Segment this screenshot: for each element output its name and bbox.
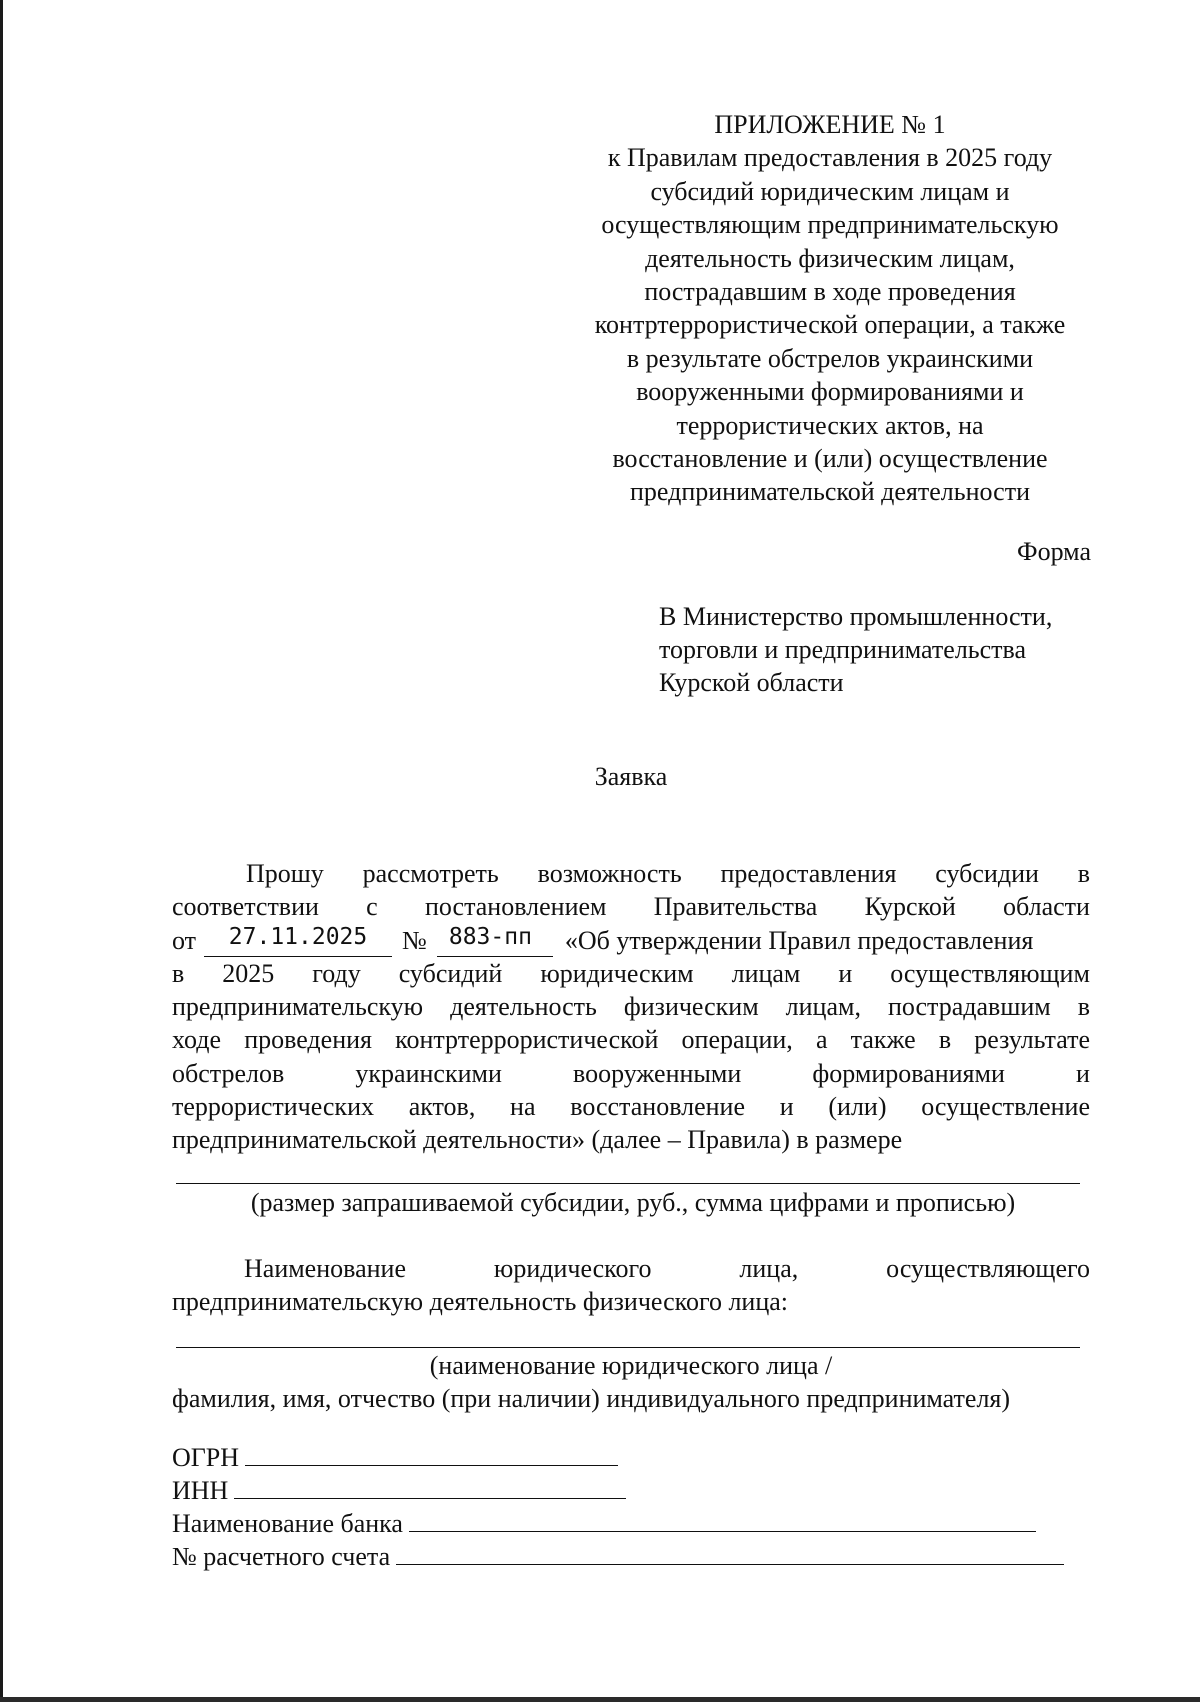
appendix-line: пострадавшим в ходе проведения xyxy=(644,277,1016,307)
applicant-name-caption-2: фамилия, имя, отчество (при наличии) индивидуального предпринимателя) xyxy=(172,1384,1011,1413)
request-line-2 xyxy=(172,890,1090,923)
appendix-line: восстановление и (или) осуществление xyxy=(612,444,1048,474)
word: области xyxy=(1003,892,1090,922)
word: Прошу xyxy=(246,859,324,888)
appendix-line: деятельность физическим лицам, xyxy=(645,243,1015,273)
addressee-line: Курской области xyxy=(659,668,844,697)
appendix-line: вооруженными формированиями и xyxy=(636,377,1024,407)
word: осуществляющим xyxy=(890,958,1090,988)
word: предпринимательскую xyxy=(172,992,424,1022)
appendix-line: террористических актов, на xyxy=(676,410,984,440)
word: лицам, xyxy=(785,992,861,1022)
word: рассмотреть xyxy=(362,859,499,888)
word: украинскими xyxy=(355,1058,502,1088)
word: осуществление xyxy=(921,1092,1090,1122)
word: Наименование xyxy=(244,1254,406,1283)
word: ходе xyxy=(172,1025,222,1055)
request-line-4 xyxy=(172,957,1090,990)
inn-label: ИНН xyxy=(172,1476,229,1505)
word: в xyxy=(938,1025,952,1055)
subsidy-amount-caption: (размер запрашиваемой субсидии, руб., сумма цифрами и прописью) xyxy=(250,1188,1016,1217)
word: актов, xyxy=(408,1092,476,1122)
word: результате xyxy=(974,1025,1090,1055)
word: пострадавшим xyxy=(887,992,1051,1022)
request-line-6 xyxy=(172,1023,1090,1056)
ogrn-blank xyxy=(245,1443,618,1466)
applicant-name-caption-1: (наименование юридического лица / xyxy=(429,1351,833,1380)
request-paragraph xyxy=(172,857,1090,1157)
word: юридическим xyxy=(540,958,694,988)
page-bottom-edge xyxy=(0,1697,1200,1702)
appendix-line: в результате обстрелов украинскими xyxy=(626,343,1034,373)
word: 2025 xyxy=(222,958,275,988)
word: на xyxy=(510,1092,536,1122)
word: обстрелов xyxy=(172,1058,285,1088)
applicant-name-paragraph xyxy=(172,1252,1090,1318)
word: субсидий xyxy=(398,958,503,988)
word: юридического xyxy=(493,1254,652,1283)
inn-blank xyxy=(234,1476,626,1499)
request-line-7 xyxy=(172,1057,1090,1090)
word: соответствии xyxy=(172,892,319,922)
decree-date-field: 27.11.2025 xyxy=(204,924,392,957)
request-line-3 xyxy=(172,924,1090,957)
page-left-edge xyxy=(0,0,3,1702)
word: и xyxy=(838,958,853,988)
word: и xyxy=(779,1092,794,1122)
applicant-name-line xyxy=(176,1347,1080,1348)
form-label: Форма xyxy=(1017,537,1091,566)
account-field xyxy=(172,1540,1064,1573)
word: деятельность xyxy=(450,992,597,1022)
word: в xyxy=(172,958,185,988)
word: году xyxy=(312,958,361,988)
bank-field xyxy=(172,1507,1036,1540)
word: физическим xyxy=(623,992,759,1022)
word: операции, xyxy=(681,1025,793,1055)
appendix-line: к Правилам предоставления в 2025 году xyxy=(607,143,1053,173)
word: предоставления xyxy=(720,859,897,888)
from-prefix: от xyxy=(172,925,197,955)
appendix-line: контртеррористической операции, а также xyxy=(594,310,1066,340)
word: лица, xyxy=(739,1254,799,1283)
word: и xyxy=(1076,1058,1090,1088)
appendix-line: ПРИЛОЖЕНИЕ № 1 xyxy=(714,110,946,139)
addressee-block xyxy=(659,600,1052,699)
request-line-8 xyxy=(172,1090,1090,1123)
account-label: № расчетного счета xyxy=(172,1542,391,1571)
word: постановлением xyxy=(424,892,607,922)
word: формированиями xyxy=(812,1058,1005,1088)
word: контртеррористической xyxy=(395,1025,659,1055)
word: возможность xyxy=(537,859,682,888)
word: осуществляющего xyxy=(886,1254,1090,1283)
word: а xyxy=(815,1025,828,1055)
ogrn-field xyxy=(172,1441,618,1474)
decree-number-field: 883-пп xyxy=(437,924,553,957)
request-line-1 xyxy=(172,857,1090,890)
document-title: Заявка xyxy=(594,762,668,791)
word: Курской xyxy=(864,892,956,922)
request-line-5 xyxy=(172,990,1090,1023)
decree-title-start: «Об утверждении Правил предоставления xyxy=(564,925,1034,955)
word: проведения xyxy=(244,1025,372,1055)
word: вооруженными xyxy=(573,1058,742,1088)
addressee-line: торговли и предпринимательства xyxy=(659,635,1027,664)
appendix-header xyxy=(560,108,1100,509)
word: террористических xyxy=(172,1092,374,1122)
word: с xyxy=(366,892,378,922)
word: Правительства xyxy=(653,892,818,922)
naming-line-1 xyxy=(172,1252,1090,1285)
account-blank xyxy=(396,1542,1064,1565)
word: также xyxy=(850,1025,916,1055)
appendix-line: субсидий юридическим лицам и xyxy=(650,176,1010,206)
word: (или) xyxy=(828,1092,887,1122)
appendix-line: осуществляющим предпринимательскую xyxy=(601,210,1059,240)
ogrn-label: ОГРН xyxy=(172,1443,240,1472)
word: лицам xyxy=(731,958,801,988)
bank-label: Наименование банка xyxy=(172,1509,403,1538)
word: в xyxy=(1077,992,1090,1022)
word: субсидии xyxy=(935,859,1039,888)
appendix-line: предпринимательской деятельности xyxy=(630,477,1030,507)
subsidy-amount-line xyxy=(176,1183,1080,1184)
inn-field xyxy=(172,1474,626,1507)
request-line-9: предпринимательской деятельности» (далее – Правила) в размере xyxy=(172,1125,903,1155)
word: восстановление xyxy=(570,1092,746,1122)
naming-line-2: предпринимательскую деятельность физического лица: xyxy=(172,1287,789,1316)
bank-blank xyxy=(409,1509,1036,1532)
word: в xyxy=(1077,859,1090,888)
addressee-line: В Министерство промышленности, xyxy=(659,602,1053,631)
number-sign: № xyxy=(402,925,427,955)
